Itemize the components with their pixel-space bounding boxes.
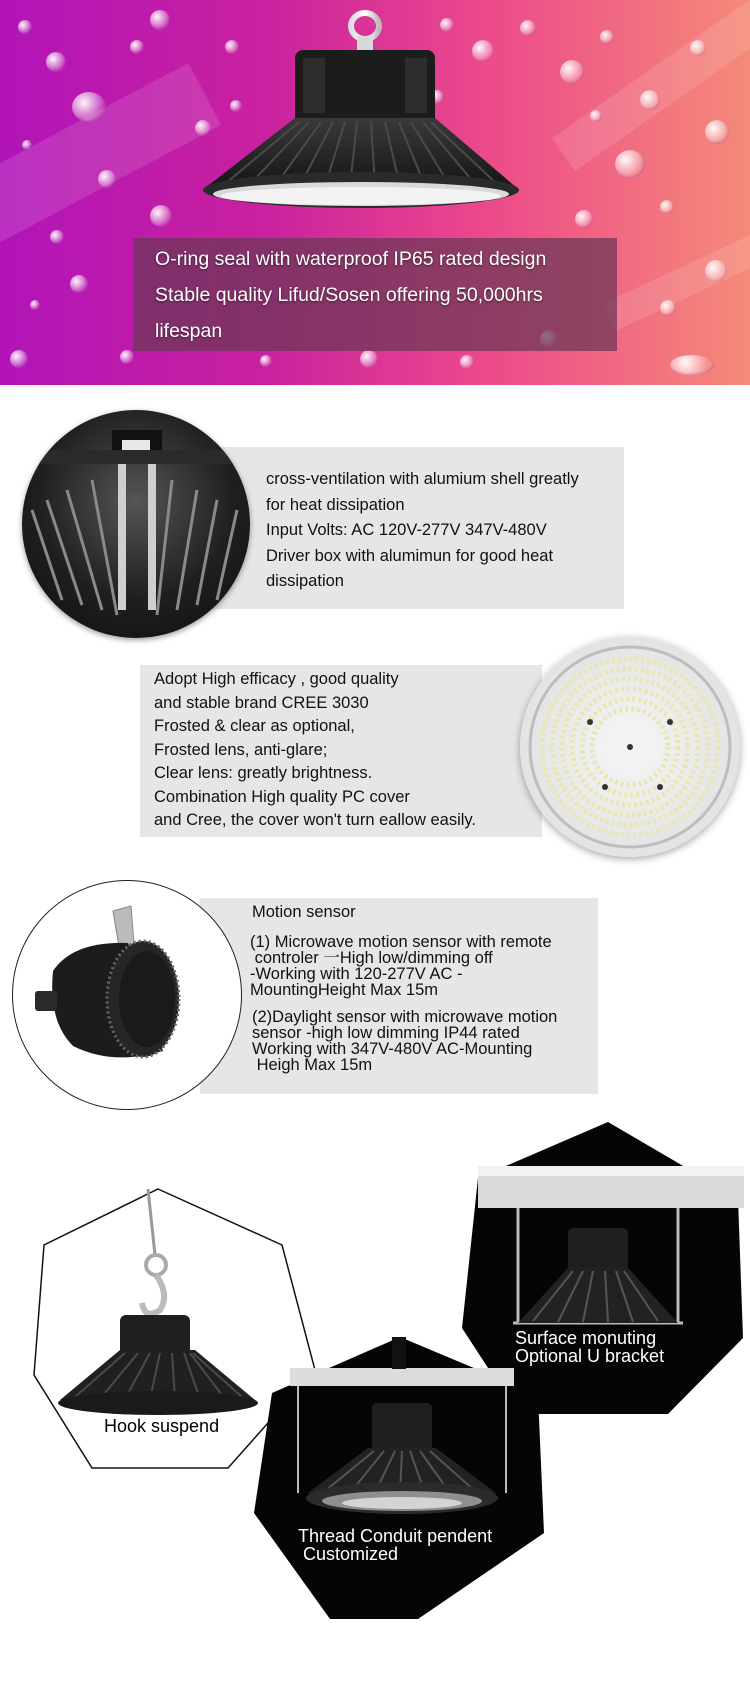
led-feature-line: Combination High quality PC cover: [154, 787, 410, 806]
water-bubble: [150, 205, 172, 227]
water-bubble: [46, 52, 66, 72]
pendent-mounting-label-line: Thread Conduit pendent: [298, 1526, 493, 1546]
heatsink-closeup-image: [22, 410, 250, 638]
light-streak: [552, 0, 750, 171]
sensor-para1-line: -Working with 120-277V AC -: [250, 965, 463, 983]
pendent-mounting-panel: [250, 1333, 548, 1623]
water-bubble: [360, 350, 378, 368]
heatsink-fins-drawing: [22, 410, 250, 638]
water-bubble: [575, 210, 593, 228]
motion-sensor-image: [12, 880, 242, 1110]
sensor-para2-line: sensor -high low dimming IP44 rated: [252, 1024, 520, 1042]
water-bubble: [260, 355, 272, 367]
water-bubble: [590, 110, 602, 122]
hero-caption-line: lifespan: [155, 320, 223, 342]
water-bubble: [460, 355, 474, 369]
water-bubble: [120, 350, 134, 364]
light-streak: [0, 63, 221, 247]
hero-caption-box: [133, 238, 617, 351]
sensor-para2-line: Heigh Max 15m: [252, 1056, 373, 1074]
highbay-lamp-image: [195, 8, 525, 213]
water-bubble: [70, 275, 88, 293]
water-bubble: [615, 150, 645, 178]
water-bubble: [560, 60, 584, 84]
led-feature-line: Frosted lens, anti-glare;: [154, 740, 328, 759]
sensor-feature-para2: [252, 1009, 557, 1073]
water-bubble: [22, 140, 32, 150]
sensor-para1-line: controler 一High low/dimming off: [250, 949, 493, 967]
hero-banner: [0, 0, 750, 385]
water-bubble: [690, 40, 706, 56]
led-feature-line: Adopt High efficacy , good quality: [154, 670, 399, 688]
water-bubble: [150, 10, 170, 30]
sensor-para1-line: MountingHeight Max 15m: [250, 981, 439, 999]
water-bubble: [660, 200, 674, 214]
led-feature-text: [154, 668, 476, 833]
sensor-para2-line: (2)Daylight sensor with microwave motion: [252, 1008, 558, 1026]
sensor-feature-para1: [250, 934, 552, 998]
led-board-image: [520, 637, 740, 857]
hero-caption-line: O-ring seal with waterproof IP65 rated design: [155, 248, 547, 270]
water-bubble: [10, 350, 28, 368]
heat-feature-line: for heat dissipation: [266, 495, 405, 514]
water-bubble: [130, 40, 144, 54]
hero-caption-line: Stable quality Lifud/Sosen offering 50,000hrs: [155, 284, 543, 306]
surface-mounting-label-line: Surface monuting: [515, 1328, 657, 1348]
heat-feature-line: cross-ventilation with alumium shell greatly: [266, 470, 579, 488]
water-bubble: [705, 260, 727, 282]
water-bubble: [705, 120, 729, 144]
led-feature-line: and Cree, the cover won't turn eallow easily.: [154, 811, 477, 829]
water-bubble: [72, 92, 106, 122]
water-bubble: [50, 230, 64, 244]
led-feature-line: Clear lens: greatly brightness.: [154, 764, 373, 782]
led-feature-line: Frosted & clear as optional,: [154, 717, 355, 735]
sensor-feature-title: Motion sensor: [252, 903, 356, 921]
water-bubble: [98, 170, 116, 188]
heat-feature-line: dissipation: [266, 572, 344, 590]
heat-feature-text: [266, 467, 579, 595]
water-bubble: [640, 90, 660, 110]
water-bubble: [30, 300, 40, 310]
led-feature-line: and stable brand CREE 3030: [154, 693, 369, 712]
pendent-mounting-label-line: Customized: [298, 1544, 399, 1564]
water-bubble: [600, 30, 614, 44]
light-streak: [603, 219, 750, 331]
water-bubble: [670, 355, 714, 375]
sensor-drawing: [13, 881, 241, 1109]
sensor-para1-line: (1) Microwave motion sensor with remote: [250, 933, 552, 951]
heat-feature-line: Driver box with alumimun for good heat: [266, 546, 554, 565]
sensor-para2-line: Working with 347V-480V AC-Mounting: [252, 1040, 533, 1058]
heat-feature-line: Input Volts: AC 120V-277V 347V-480V: [266, 521, 547, 539]
water-bubble: [660, 300, 676, 316]
surface-mounting-label-line: Optional U bracket: [515, 1346, 665, 1366]
hook-suspend-label: Hook suspend: [104, 1416, 220, 1436]
water-bubble: [18, 20, 32, 34]
led-rings-drawing: [520, 637, 740, 857]
